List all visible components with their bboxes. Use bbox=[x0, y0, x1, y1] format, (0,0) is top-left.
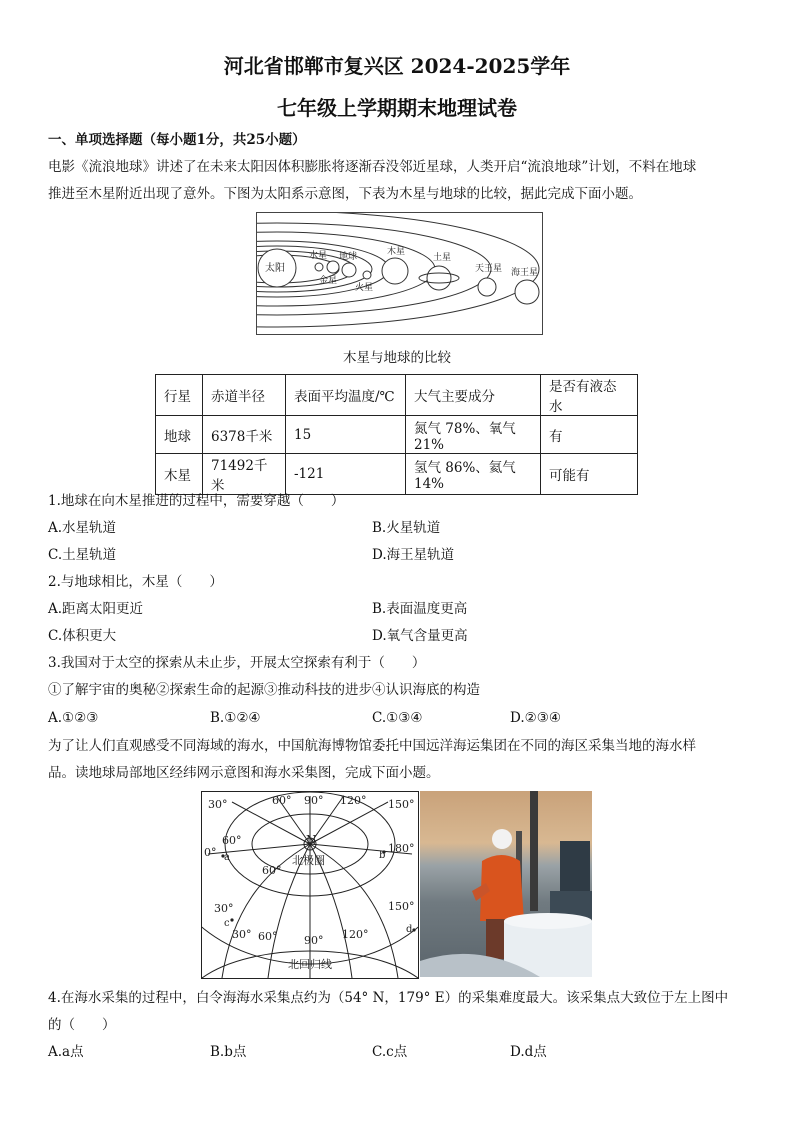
mercury-label: 水星 bbox=[309, 251, 328, 261]
option-b: B.表面温度更高 bbox=[372, 601, 468, 617]
neptune bbox=[515, 280, 539, 304]
point-c-label: c bbox=[224, 918, 230, 929]
option-c: C.c点 bbox=[372, 1044, 408, 1060]
table-header: 表面平均温度/℃ bbox=[286, 375, 406, 416]
saturn bbox=[427, 266, 451, 290]
lon-label: 30° bbox=[208, 798, 228, 811]
sun-label: 太阳 bbox=[265, 263, 285, 274]
page-subtitle: 七年级上学期期末地理试卷 bbox=[277, 96, 517, 120]
uranus bbox=[478, 278, 496, 296]
point-a-label: a bbox=[224, 852, 230, 863]
seawater-sampling-photo bbox=[420, 791, 592, 977]
option-c: C.①③④ bbox=[372, 710, 423, 726]
lon-label: 90° bbox=[304, 934, 324, 947]
jupiter bbox=[382, 258, 408, 284]
uranus-label: 天王星 bbox=[475, 264, 503, 274]
lat-label: 30° bbox=[232, 928, 252, 941]
table-cell: 氮气 78%、氧气 21% bbox=[406, 416, 541, 454]
comparison-table bbox=[155, 374, 638, 495]
lon-label: 120° bbox=[342, 928, 369, 941]
table-cell: 地球 bbox=[156, 416, 203, 454]
lon-label: 120° bbox=[340, 794, 367, 807]
table-caption: 木星与地球的比较 bbox=[343, 350, 451, 366]
table-row bbox=[156, 454, 638, 495]
option-d: D.②③④ bbox=[510, 710, 561, 726]
table-header-row bbox=[156, 375, 638, 416]
solar-system-diagram bbox=[256, 212, 543, 335]
table-cell: 6378千米 bbox=[203, 416, 286, 454]
question-stem: 3.我国对于太空的探索从未止步，开展太空探索有利于（ ） bbox=[48, 655, 426, 671]
table-cell: 可能有 bbox=[541, 454, 638, 495]
neptune-label: 海王星 bbox=[511, 268, 539, 278]
option-b: B.①②④ bbox=[210, 710, 261, 726]
section-heading: 一、单项选择题（每小题1分，共25小题） bbox=[48, 132, 306, 148]
mars-label: 火星 bbox=[355, 283, 374, 293]
option-b: B.b点 bbox=[210, 1044, 247, 1060]
question-items: ①了解宇宙的奥秘②探索生命的起源③推动科技的进步④认识海底的构造 bbox=[48, 682, 480, 698]
option-a: A.水星轨道 bbox=[48, 520, 117, 536]
option-d: D.海王星轨道 bbox=[372, 547, 455, 563]
option-c: C.体积更大 bbox=[48, 628, 117, 644]
option-a: A.a点 bbox=[48, 1044, 84, 1060]
option-c: C.土星轨道 bbox=[48, 547, 117, 563]
venus-label: 金星 bbox=[319, 276, 338, 286]
graticule-map bbox=[201, 791, 419, 979]
table-cell: 木星 bbox=[156, 454, 203, 495]
lat-label: 30° bbox=[214, 902, 234, 915]
mercury bbox=[315, 263, 323, 271]
table-header: 赤道半径 bbox=[203, 375, 286, 416]
tropic-label: 北回归线 bbox=[288, 958, 332, 971]
table-cell: 有 bbox=[541, 416, 638, 454]
lon-label: 60° bbox=[272, 794, 292, 807]
lon-label: 60° bbox=[258, 930, 278, 943]
lat-label: 60° bbox=[222, 834, 242, 847]
table-cell: 氢气 86%、氦气 14% bbox=[406, 454, 541, 495]
north-pole-label: N bbox=[306, 833, 317, 847]
page-title: 河北省邯郸市复兴区 2024-2025学年 bbox=[223, 54, 571, 78]
arctic-label: 北极圈 bbox=[292, 854, 325, 867]
table-row bbox=[156, 416, 638, 454]
table-header: 行星 bbox=[156, 375, 203, 416]
table-cell: 71492千米 bbox=[203, 454, 286, 495]
table-cell: -121 bbox=[286, 454, 406, 495]
intro-paragraph-line: 电影《流浪地球》讲述了在未来太阳因体积膨胀将逐渐吞没邻近星球，人类开启“流浪地球”计划，不料在地球 bbox=[48, 159, 697, 175]
lat-label: 60° bbox=[262, 864, 282, 877]
option-a: A.距离太阳更近 bbox=[48, 601, 144, 617]
question-stem: 4.在海水采集的过程中，白令海海水采集点约为（54° N，179° E）的采集难度最大。该采集点大致位于左上图中 bbox=[48, 990, 729, 1006]
intro-paragraph-line: 品。读地球局部地区经纬网示意图和海水采集图，完成下面小题。 bbox=[48, 765, 440, 781]
intro-paragraph-line: 为了让人们直观感受不同海域的海水，中国航海博物馆委托中国远洋海运集团在不同的海区采集当地的海水样 bbox=[48, 738, 696, 754]
mars bbox=[363, 271, 371, 279]
lon-label: 180° bbox=[388, 842, 415, 855]
jupiter-label: 木星 bbox=[387, 247, 406, 257]
question-stem: 的（ ） bbox=[48, 1017, 116, 1033]
earth-label: 地球 bbox=[339, 252, 358, 262]
option-a: A.①②③ bbox=[48, 710, 99, 726]
point-b-label: b bbox=[379, 850, 386, 861]
intro-paragraph-line: 推进至木星附近出现了意外。下图为太阳系示意图，下表为木星与地球的比较，据此完成下面小题。 bbox=[48, 186, 642, 202]
table-cell: 15 bbox=[286, 416, 406, 454]
saturn-label: 土星 bbox=[433, 253, 452, 263]
lon-label: 0° bbox=[204, 846, 217, 859]
lon-label: 150° bbox=[388, 798, 415, 811]
earth bbox=[342, 263, 356, 277]
option-d: D.d点 bbox=[510, 1044, 547, 1060]
table-header: 是否有液态水 bbox=[541, 375, 638, 416]
option-d: D.氧气含量更高 bbox=[372, 628, 468, 644]
point-d-label: d bbox=[406, 924, 413, 935]
table-header: 大气主要成分 bbox=[406, 375, 541, 416]
question-stem: 1.地球在向木星推进的过程中，需要穿越（ ） bbox=[48, 493, 345, 509]
venus bbox=[327, 261, 339, 273]
lon-label: 150° bbox=[388, 900, 415, 913]
option-b: B.火星轨道 bbox=[372, 520, 441, 536]
lon-label: 90° bbox=[304, 794, 324, 807]
question-stem: 2.与地球相比，木星（ ） bbox=[48, 574, 223, 590]
